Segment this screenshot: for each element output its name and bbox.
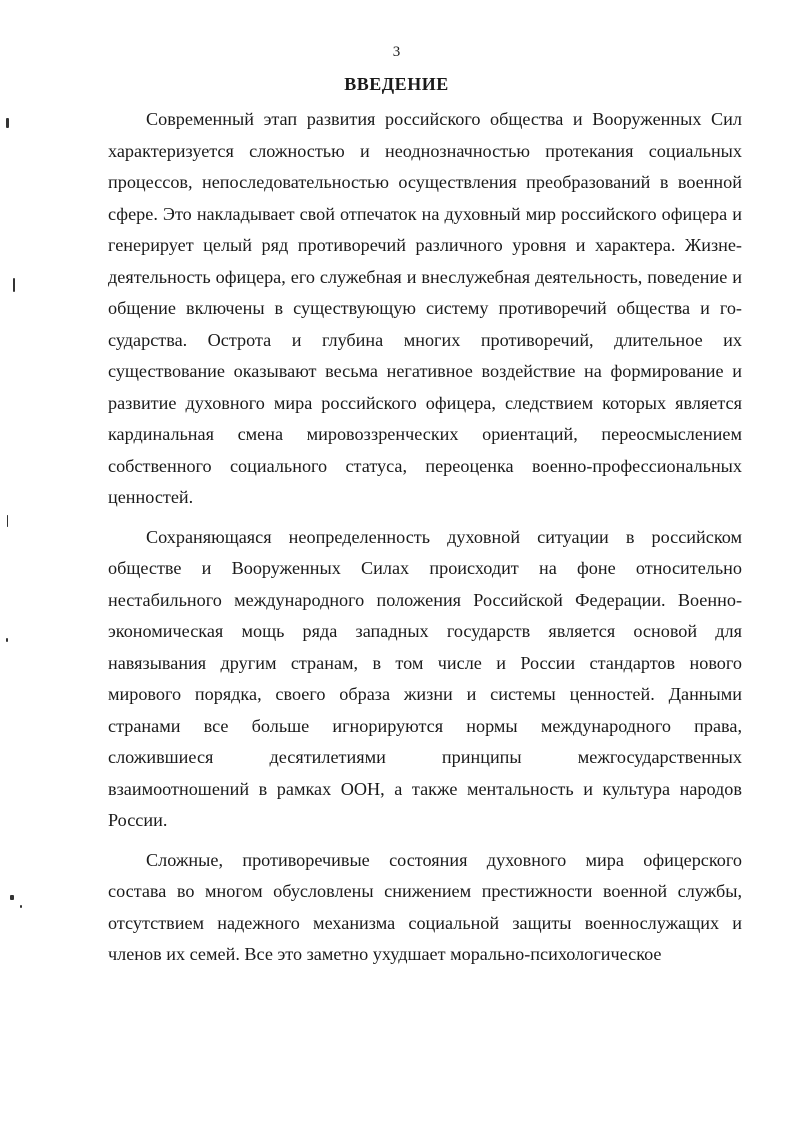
text-line: существование оказывают весьма негативное воздействие на формирование и xyxy=(108,361,742,381)
document-body xyxy=(108,104,742,971)
paragraph-1 xyxy=(108,104,742,514)
text-line: Сложные, противоречивые состояния духовного мира офицерского xyxy=(146,849,742,870)
text-line: деятельность офицера, его служебная и внеслужебная деятельность, поведение и xyxy=(108,266,742,287)
text-line: ценностей. xyxy=(108,487,194,507)
scan-artifact-mark xyxy=(7,515,8,527)
text-line: сударства. Острота и глубина многих противоречий, длительное их xyxy=(108,329,742,350)
text-line: развитие духовного мира российского офицера, следствием которых является xyxy=(108,392,742,413)
page-title: ВВЕДЕНИЕ xyxy=(344,74,449,94)
paragraph-2 xyxy=(108,522,742,837)
text-line: членов их семей. Все это заметно ухудшает морально-психологическое xyxy=(108,944,662,964)
text-line: нестабильного международного положения Российской Федерации. Военно- xyxy=(108,589,742,610)
text-line: собственного социального статуса, переоценка военно-профессиональных xyxy=(108,455,742,476)
paragraph-3 xyxy=(108,845,742,971)
text-line: России. xyxy=(108,810,168,830)
scan-artifact-mark xyxy=(6,638,8,642)
text-line: отсутствием надежного механизма социальной защиты военнослужащих и xyxy=(108,912,742,933)
text-line: сложившиеся десятилетиями принципы межгосударственных xyxy=(108,747,742,767)
text-line: сфере. Это накладывает свой отпечаток на духовный мир российского офицера и xyxy=(108,203,742,224)
text-line: мирового порядка, своего образа жизни и системы ценностей. Данными xyxy=(108,684,742,704)
text-line: общение включены в существующую систему противоречий общества и го- xyxy=(108,298,742,318)
scan-artifact-mark xyxy=(13,278,15,292)
text-line: состава во многом обусловлены снижением престижности военной службы, xyxy=(108,881,742,901)
text-line: Сохраняющаяся неопределенность духовной ситуации в российском xyxy=(146,526,742,547)
text-line: экономическая мощь ряда западных государств является основой для xyxy=(108,621,742,641)
text-line: генерирует целый ряд противоречий различного уровня и характера. Жизне- xyxy=(108,235,742,255)
text-line: странами все больше игнорируются нормы международного права, xyxy=(108,715,742,736)
scan-artifact-mark xyxy=(6,118,9,128)
scan-artifact-mark xyxy=(20,905,22,908)
text-line: кардинальная смена мировоззренческих ориентаций, переосмыслением xyxy=(108,424,742,444)
text-line: характеризуется сложностью и неоднозначностью протекания социальных xyxy=(108,140,742,161)
text-line: взаимоотношений в рамках ООН, а также ментальность и культура народов xyxy=(108,778,742,799)
text-line: обществе и Вооруженных Силах происходит на фоне относительно xyxy=(108,558,742,578)
scan-artifact-mark xyxy=(10,895,14,900)
page-number: 3 xyxy=(392,44,401,60)
text-line: процессов, непоследовательностью осуществления преобразований в военной xyxy=(108,172,742,192)
text-line: навязывания другим странам, в том числе и России стандартов нового xyxy=(108,652,742,673)
text-line: Современный этап развития российского общества и Вооруженных Сил xyxy=(146,109,742,129)
